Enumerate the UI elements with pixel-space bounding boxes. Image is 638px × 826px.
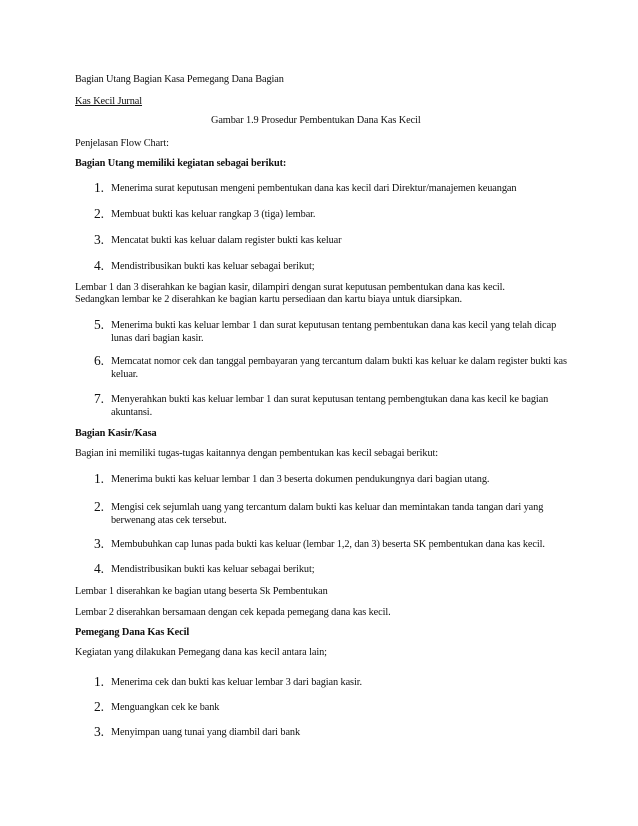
list-number: 2. [94,699,104,714]
kas-kecil-jurnal-link: Kas Kecil Jurnal [75,96,143,107]
list-number: 4. [94,258,104,273]
list-number: 2. [94,499,104,514]
list-text: Menguangkan cek ke bank [111,702,220,713]
paragraph: Sedangkan lembar ke 2 diserahkan ke bagian kartu persediaan dan kartu biaya untuk diarsipkan. [75,294,462,305]
list-item [94,674,574,690]
list-number: 3. [94,232,104,247]
list-text: Mendistribusikan bukti kas keluar sebagai berikut; [111,564,315,575]
list-item [94,353,574,381]
list-item [94,391,574,419]
roles-line: Bagian Utang Bagian Kasa Pemegang Dana Bagian [75,74,284,85]
list-number: 4. [94,561,104,576]
section-heading-pemegang-dana: Pemegang Dana Kas Kecil [75,627,190,638]
paragraph: Lembar 1 dan 3 diserahkan ke bagian kasir, dilampiri dengan surat keputusan pembentukan dana kas kecil. [75,282,505,293]
list-item [94,471,574,487]
list-item [94,499,574,527]
list-item [94,561,574,577]
list-text: Mencatat bukti kas keluar dalam register bukti kas keluar [111,235,342,246]
list-item [94,536,574,552]
penjelasan-label: Penjelasan Flow Chart: [75,138,169,149]
list-text: Membuat bukti kas keluar rangkap 3 (tiga) lembar. [111,209,316,220]
list-item [94,258,574,274]
list-item [94,699,574,715]
list-text: Menyimpan uang tunai yang diambil dari bank [111,727,301,738]
list-number: 2. [94,206,104,221]
list-text: Menerima bukti kas keluar lembar 1 dan 3 beserta dokumen pendukungnya dari bagian utang. [111,474,490,485]
list-number: 1. [94,674,104,689]
list-number: 3. [94,724,104,739]
paragraph: Lembar 1 diserahkan ke bagian utang beserta Sk Pembentukan [75,586,328,597]
list-number: 1. [94,180,104,195]
list-text: Menerima surat keputusan mengeni pembentukan dana kas kecil dari Direktur/manajemen keuangan [111,183,517,194]
list-text: Menerima cek dan bukti kas keluar lembar 3 dari bagian kasir. [111,677,362,688]
list-number: 5. [94,317,104,332]
list-text: Menyerahkan bukti kas keluar lembar 1 dan surat keputusan tentang pembengtukan dana kas kecil ke bagian akuntansi. [111,394,549,418]
section-heading-bagian-utang: Bagian Utang memiliki kegiatan sebagai berikut: [75,158,287,169]
list-item [94,232,574,248]
figure-caption: Gambar 1.9 Prosedur Pembentukan Dana Kas Kecil [211,115,421,126]
paragraph: Lembar 2 diserahkan bersamaan dengan cek kepada pemegang dana kas kecil. [75,607,391,618]
paragraph: Bagian ini memiliki tugas-tugas kaitannya dengan pembentukan kas kecil sebagai berikut: [75,448,439,459]
list-number: 6. [94,353,104,368]
list-text: Membubuhkan cap lunas pada bukti kas keluar (lembar 1,2, dan 3) beserta SK pembentukan dana kas kecil. [111,539,545,550]
list-number: 3. [94,536,104,551]
list-item [94,180,574,196]
list-item [94,724,574,740]
section-heading-bagian-kasir: Bagian Kasir/Kasa [75,428,157,439]
list-item [94,317,574,345]
list-number: 7. [94,391,104,406]
list-text: Menerima bukti kas keluar lembar 1 dan surat keputusan tentang pembentukan dana kas kecil yang telah dicap lunas dari bagian kasir. [111,320,557,344]
list-text: Mengisi cek sejumlah uang yang tercantum dalam bukti kas keluar dan memintakan tanda tangan dari yang berwenang atas cek tersebut. [111,502,544,526]
list-number: 1. [94,471,104,486]
paragraph: Kegiatan yang dilakukan Pemegang dana kas kecil antara lain; [75,647,327,658]
list-item [94,206,574,222]
list-text: Memcatat nomor cek dan tanggal pembayaran yang tercantum dalam bukti kas keluar ke dalam register bukti kas keluar. [111,356,567,380]
list-text: Mendistribusikan bukti kas keluar sebagai berikut; [111,261,315,272]
